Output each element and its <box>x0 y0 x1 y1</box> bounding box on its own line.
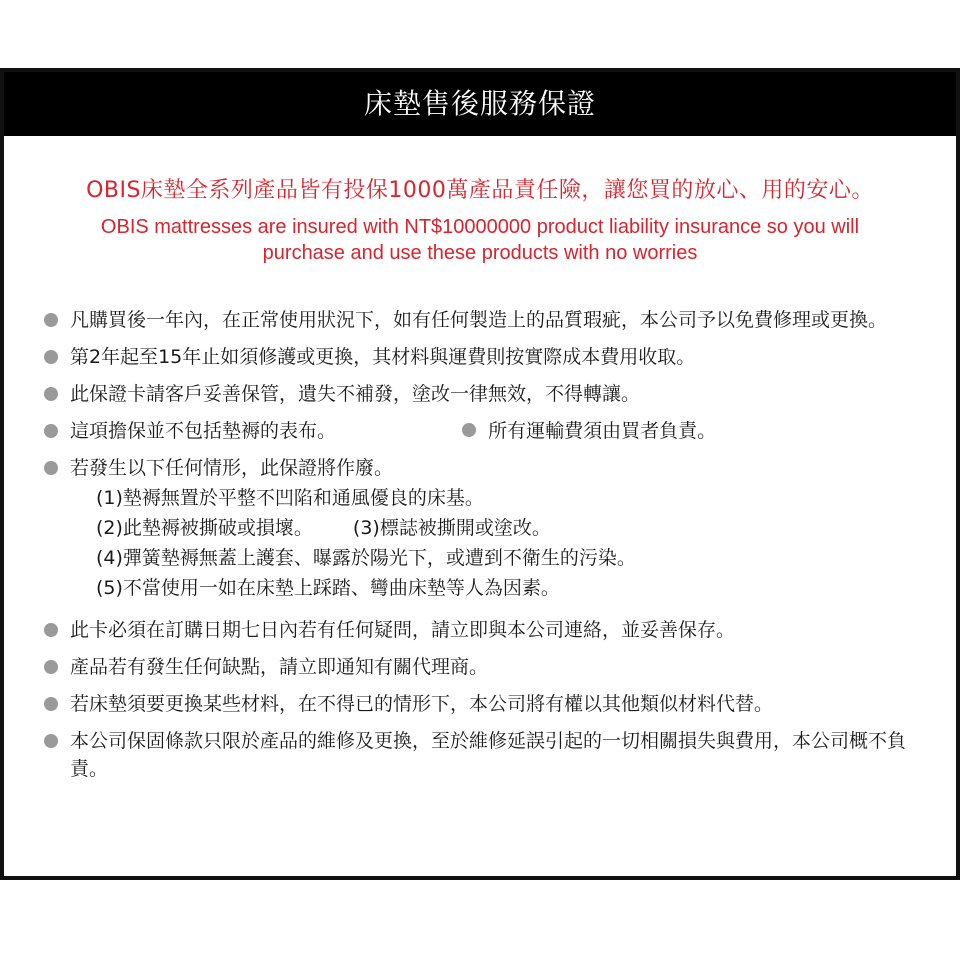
condition-line <box>70 544 924 572</box>
bullet-icon <box>44 697 58 711</box>
term-text: 若床墊須要更換某些材料，在不得已的情形下，本公司將有權以其他類似材料代替。 <box>70 693 774 715</box>
condition-line <box>70 574 924 602</box>
condition-line <box>70 514 924 542</box>
term-text: 所有運輸費須由買者負責。 <box>488 420 717 442</box>
term-text: 凡購買後一年內，在正常使用狀況下，如有任何製造上的品質瑕疵，本公司予以免費修理或更換。 <box>70 309 888 331</box>
condition-text: (3)標誌被撕開或塗改。 <box>352 517 551 539</box>
condition-text: (1)墊褥無置於平整不凹陷和通風優良的床基。 <box>96 487 484 509</box>
insurance-notice-en: OBIS mattresses are insured with NT$10000000 product liability insurance so you will purchase and use these products with no worries <box>100 216 860 264</box>
term-item <box>44 380 924 408</box>
condition-text: (4)彈簧墊褥無蓋上護套、曝露於陽光下，或遭到不衛生的污染。 <box>96 547 636 569</box>
term-item <box>44 653 924 681</box>
term-item <box>44 690 924 718</box>
bullet-icon <box>44 313 58 327</box>
term-text: 這項擔保並不包括墊褥的表布。 <box>70 420 337 442</box>
bullet-icon <box>44 734 58 748</box>
bullet-icon <box>44 387 58 401</box>
condition-text: (5)不當使用一如在床墊上踩踏、彎曲床墊等人為因素。 <box>96 577 560 599</box>
term-item <box>44 306 924 334</box>
warranty-terms-list <box>44 306 924 783</box>
term-text: 本公司保固條款只限於產品的維修及更換，至於維修延誤引起的一切相關損失與費用，本公司概不負責。 <box>70 730 907 780</box>
term-item <box>44 343 924 371</box>
term-text: 產品若有發生任何缺點，請立即通知有關代理商。 <box>70 656 489 678</box>
bullet-icon <box>44 461 58 475</box>
condition-line <box>70 484 924 512</box>
bullet-icon <box>462 423 476 437</box>
page-title: 床墊售後服務保證 <box>4 72 956 136</box>
bullet-icon <box>44 424 58 438</box>
warranty-card <box>0 68 960 880</box>
bullet-icon <box>44 350 58 364</box>
term-text: 若發生以下任何情形，此保證將作廢。 <box>70 457 394 479</box>
term-item-void-conditions <box>44 454 924 602</box>
term-text: 此保證卡請客戶妥善保管，遺失不補發，塗改一律無效，不得轉讓。 <box>70 383 641 405</box>
term-item <box>44 616 924 644</box>
term-text: 此卡必須在訂購日期七日內若有任何疑問，請立即與本公司連絡，並妥善保存。 <box>70 619 736 641</box>
condition-text: (2)此墊褥被撕破或損壞。 <box>96 517 313 539</box>
insurance-notice-zh: OBIS床墊全系列產品皆有投保1000萬產品責任險，讓您買的放心、用的安心。 <box>86 178 874 203</box>
bullet-icon <box>44 623 58 637</box>
term-item <box>44 417 924 445</box>
term-text: 第2年起至15年止如須修護或更換，其材料與運費則按實際成本費用收取。 <box>70 346 696 368</box>
insurance-notice <box>4 176 956 266</box>
term-item <box>44 727 924 783</box>
bullet-icon <box>44 660 58 674</box>
